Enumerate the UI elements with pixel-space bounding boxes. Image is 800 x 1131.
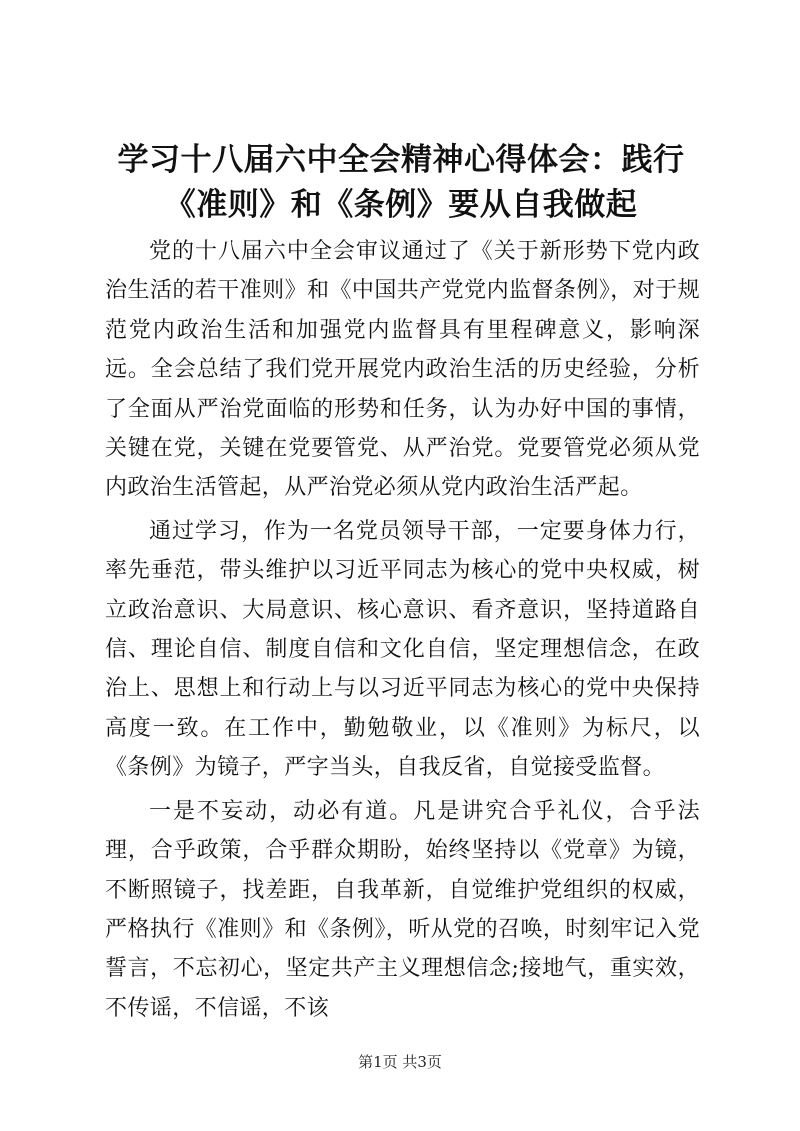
paragraph-1: 党的十八届六中全会审议通过了《关于新形势下党内政治生活的若干准则》和《中国共产党党内监督条例》，对于规范党内政治生活和加强党内监督具有里程碑意义，影响深远。全会总结了我们党开展党内政治生活的历史经验，分析了全面从严治党面临的形势和任务，认为办好中国的事情，关键在党，关键在党要管党、从严治党。党要管党必须从党内政治生活管起，从严治党必须从党内政治生活严起。 — [105, 239, 700, 501]
paragraph-3: 一是不妄动，动必有道。凡是讲究合乎礼仪，合乎法理，合乎政策，合乎群众期盼，始终坚持以《党章》为镜，不断照镜子，找差距，自我革新，自觉维护党组织的权威，严格执行《准则》和《条例》，听从党的召唤，时刻牢记入党誓言，不忘初心，坚定共产主义理想信念;接地气，重实效，不传谣，不信谣，不该 — [105, 798, 700, 1021]
document-body — [105, 232, 700, 1032]
page-footer: 第1页 共3页 — [358, 1053, 442, 1071]
document-title: 学习十八届六中全会精神心得体会：践行《准则》和《条例》要从自我做起 — [117, 142, 685, 223]
paragraph-2: 通过学习，作为一名党员领导干部，一定要身体力行，率先垂范，带头维护以习近平同志为核心的党中央权威，树立政治意识、大局意识、核心意识、看齐意识，坚持道路自信、理论自信、制度自信和文化自信，坚定理想信念，在政治上、思想上和行动上与以习近平同志为核心的党中央保持高度一致。在工作中，勤勉敬业，以《准则》为标尺，以《条例》为镜子，严字当头，自我反省，自觉接受监督。 — [105, 518, 700, 781]
